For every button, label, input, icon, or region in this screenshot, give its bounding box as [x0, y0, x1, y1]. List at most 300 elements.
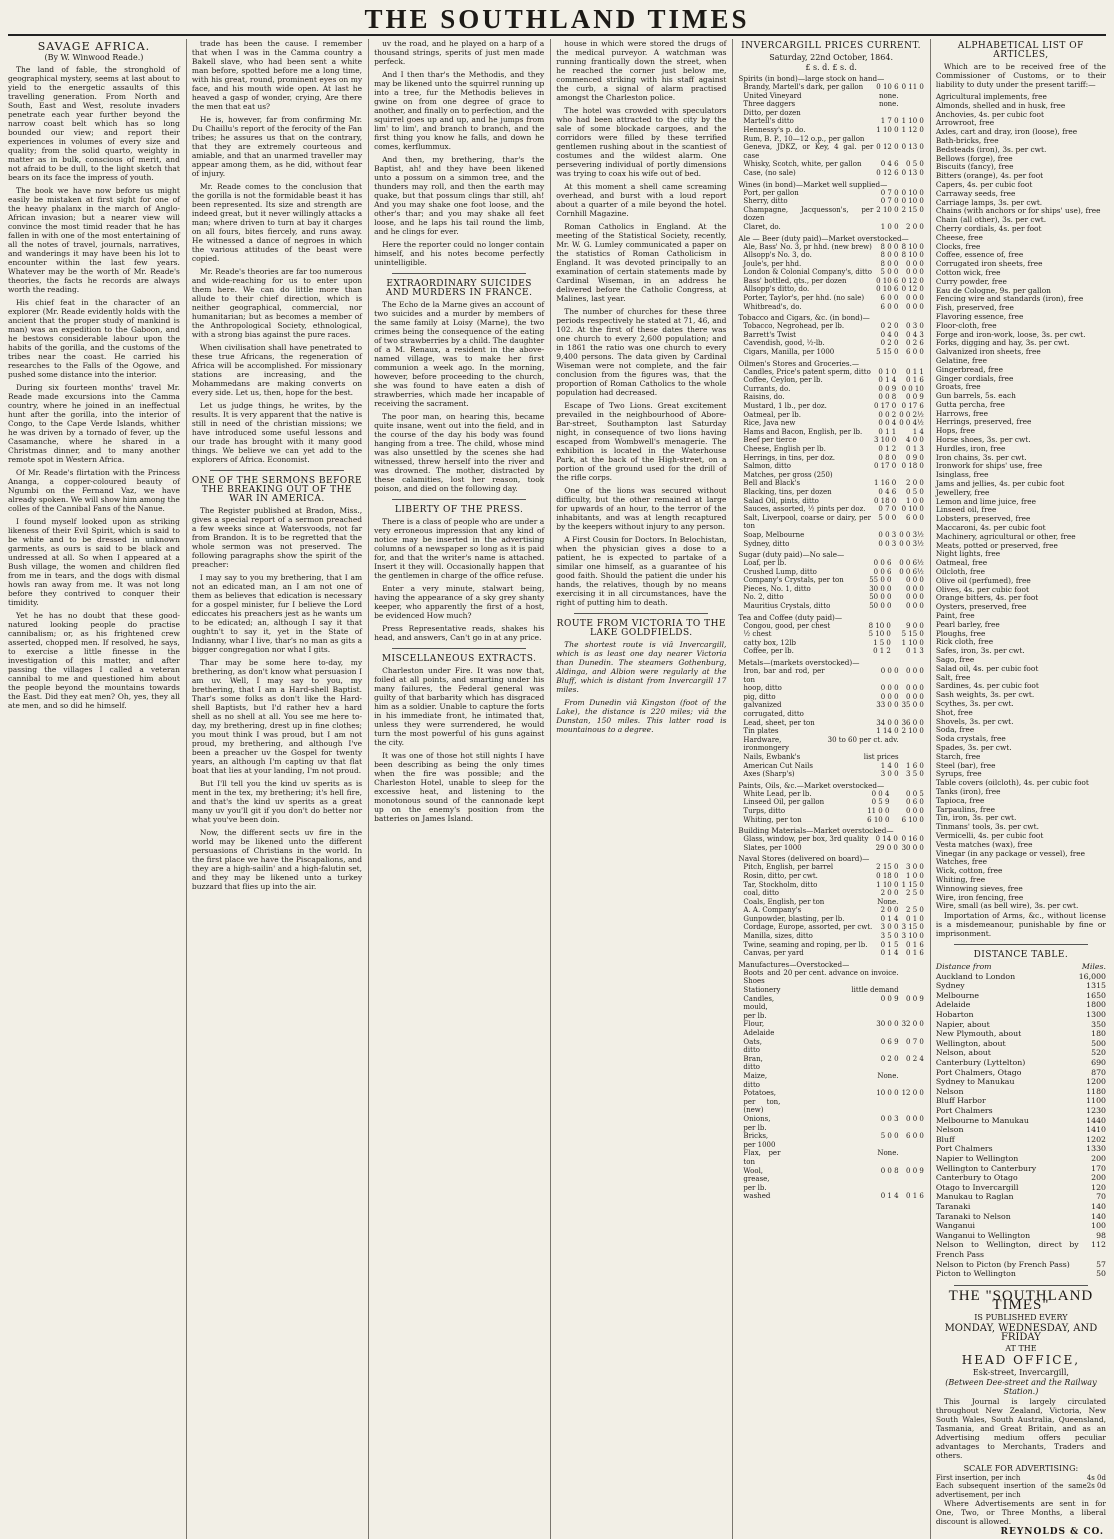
price-row [738, 719, 923, 728]
price-row [738, 294, 923, 303]
price-low: 0 1 0 [878, 367, 897, 376]
column-3 [368, 39, 544, 1539]
price-high: 6 0 0 [906, 348, 924, 357]
distance-title: DISTANCE TABLE. [973, 950, 1069, 961]
price-high [899, 92, 924, 101]
price-section-table [738, 622, 923, 656]
article-item: Lobsters, preserved, free [935, 514, 1031, 524]
price-item: Herrings, in tins, per doz. [743, 453, 836, 462]
price-low: 30 0 0 [869, 584, 892, 593]
price-item: American Cut Nails [743, 761, 813, 770]
scale-row [936, 1482, 1106, 1499]
price-section-heading: Naval Stores (delivered on board)— [738, 854, 870, 864]
price-low: 5 0 0 [878, 513, 897, 522]
price-item: Allsopp's No. 3, do. [743, 251, 812, 260]
price-section-heading: Oilmen's Stores and Groceries.— [738, 358, 860, 368]
price-item: London & Colonial Company's, ditto [743, 268, 872, 277]
price-row [738, 251, 923, 260]
price-low: 11 0 0 [867, 806, 890, 815]
paragraph: Roman Catholics in England. At the meeting of the Statistical Society, recently, Mr. W. G. Lumley communicated a paper on the statistics of Roman Catholicism in England. It was devoted principally to an examination of certain statements made by Cardinal Wiseman, in an address he delivered before the Catholic Congress, at Malines, last year. [556, 222, 727, 303]
price-item: Pieces, No. 1, ditto [743, 584, 811, 593]
paragraph: The poor man, on hearing this, became quite insane, went out into the field, and in the course of the day his body was found hanging from a tree. The child, whose mind was also unsettled by the scenes she had witnessed, threw herself into the river and was drowned. The mother, distracted by these calamities, lost her reason, took poison, and died on the following day. [374, 412, 545, 493]
paragraph: Of Mr. Reade's flirtation with the Princess Ananga, a copper-coloured beauty of Ngumbi on the Fernand Vaz, we have already spoken. We will show him among the colles of the Cannibal Fans of the Nanue. [8, 468, 180, 513]
price-low: 0 0 4 [878, 419, 897, 428]
price-high [899, 736, 924, 753]
price-low: 0 0 9 [880, 994, 899, 1003]
paragraph: The hotel was crowded with speculators who had been attracted to the city by the sale of some blockade cargoes, and the corridors were filled by these terrified gentlemen rushing about in the scantiest of costumes and the wildest alarm. One persevering individual of portly dimensions was trying to coax his wife out of bed. [556, 106, 727, 178]
price-item: Nails, Ewbank's [743, 752, 801, 761]
scale-label: Each subsequent insertion of the same advertisement, per inch [935, 1482, 1087, 1499]
price-high: 36 0 0 [901, 718, 924, 727]
price-low: None. [877, 897, 899, 906]
paragraph: One of the lions was secured without difficulty, but the other remained at large for upwards of an hour, to the terror of the inhabitants, and was at length recaptured by the keepers without injury to any person. [556, 486, 727, 531]
column-5 [732, 39, 923, 1539]
article-item: Soda, free [935, 725, 975, 735]
distance-row [936, 1058, 1106, 1068]
distance-route: Nelson to Wellington, direct by French Pass [935, 1240, 1079, 1259]
article-item: Vinegar (in any package or vessel), free [935, 848, 1086, 858]
article-item: Tinmans' tools, 3s. per cwt. [935, 822, 1039, 832]
paragraph: And then, my brethering, thar's the Baptist, ah! and they have been likened unto a possum on a simmon tree, and the thunders may roll, and then the earth may quake, but that possum clings thar still, ah! And you may shake one foot loose, and the other's thar; and you may shake all feet loose, and he laps his tail round the limb, and he clings for ever. [374, 155, 545, 236]
price-low: 0 2 0 [880, 322, 899, 331]
article-item: Olives, 4s. per cubic foot [935, 584, 1029, 594]
price-row [738, 932, 923, 941]
article-body [192, 39, 362, 464]
article-item: Isinglass, free [935, 470, 989, 480]
price-row [738, 376, 923, 385]
article-item: Curry powder, free [935, 276, 1007, 286]
price-row [738, 622, 923, 631]
price-item: Twine, seaming and roping, per lb. [743, 940, 868, 949]
price-item: Axes (Sharp's) [743, 770, 795, 779]
article-item: Sago, free [935, 655, 975, 664]
price-item: Coffee, Ceylon, per lb. [743, 376, 823, 385]
price-row [738, 844, 923, 853]
price-item: hoop, ditto [743, 684, 782, 693]
price-item: Crushed Lump, ditto [743, 567, 817, 576]
paragraph: He is, however, far from confirming Mr. Du Chaillu's report of the ferocity of the Fan tribes; he assures us that on the contrary, that they are extremely courteous and amiable, and that an unarmed traveller may appear among them, as he did, without fear of injury. [191, 115, 363, 178]
article-item: Machinery, agricultural or other, free [935, 531, 1076, 541]
distance-row [936, 1135, 1106, 1145]
prices-table [738, 74, 923, 1201]
divider [954, 1285, 1088, 1286]
price-item: catty box, 12lb [743, 638, 797, 647]
column-2 [186, 39, 362, 1539]
distance-route: New Plymouth, about [935, 1029, 1022, 1039]
price-row [738, 197, 923, 206]
distance-miles: 200 [1091, 1153, 1106, 1163]
byline: (By W. Winwood Reade.) [44, 53, 144, 62]
price-item: Potatoes, per ton, (new) [743, 1089, 781, 1115]
distance-miles: 1800 [1086, 1000, 1106, 1010]
article-item: Lemon and lime juice, free [935, 496, 1037, 506]
article-item: Cotton wick, free [935, 267, 1001, 277]
price-low: 1 14 0 [876, 727, 899, 736]
divider [210, 470, 344, 471]
article-item: Groats, free [935, 382, 981, 392]
distance-row [936, 1000, 1106, 1010]
article-item: Whiting, free [935, 874, 986, 884]
doctors-body [556, 535, 726, 607]
price-low: 30 0 0 [876, 1020, 899, 1029]
paragraph: A First Cousin for Doctors. In Belochistan, when the physician gives a dose to a patient, he is expected to partake of a similar one himself, as a guarantee of his good faith. Should the patient die under his hands, the relatives, though by no means exercising it in all circumstances, have the right of putting him to death. [556, 535, 727, 607]
price-item: Manilla, sizes, ditto [743, 932, 813, 941]
distance-miles: 1100 [1086, 1096, 1106, 1106]
price-high: 0 0 5 [906, 789, 924, 798]
distance-route: Sydney [935, 981, 965, 991]
column-4 [550, 39, 726, 1539]
price-item: Slates, per 1000 [743, 843, 802, 852]
article-item: Cherry cordials, 4s. per foot [935, 223, 1042, 233]
distance-row [936, 981, 1106, 991]
distance-route: Port Chalmers [935, 1144, 993, 1154]
price-item: Sherry, ditto [743, 197, 788, 206]
price-item: Wool, grease, per lb. [743, 1166, 770, 1192]
price-high: 2 15 0 [901, 205, 924, 214]
article-item: Shovels, 3s. per cwt. [935, 716, 1014, 726]
article-item: Gingerbread, free [935, 364, 1003, 374]
price-low: 0 0 6 [873, 567, 892, 576]
price-row [738, 419, 923, 428]
price-item: Cigars, Manilla, per 1000 [743, 348, 835, 357]
price-low: 0 6 9 [880, 1037, 899, 1046]
article-item: Starch, free [935, 751, 981, 761]
masthead: THE SOUTHLAND TIMES [8, 4, 1106, 36]
price-item: Maize, ditto [743, 1071, 768, 1089]
distance-miles: 70 [1096, 1192, 1106, 1202]
price-high: 0 12 0 [901, 276, 924, 285]
price-low: 0 2 0 [880, 339, 899, 348]
distance-row [936, 1192, 1106, 1202]
sermon-body [192, 506, 362, 891]
price-row [738, 949, 923, 958]
price-high: 0 0 10 [901, 384, 924, 393]
distance-row [936, 1154, 1106, 1164]
price-item: Mauritius Crystals, ditto [743, 602, 831, 611]
distance-row [936, 972, 1106, 982]
price-row [738, 881, 923, 890]
article-item: Jewellery, free [935, 487, 990, 497]
article-item: Floor-cloth, free [935, 320, 997, 330]
paragraph: house in which were stored the drugs of the medical purveyor. A watchman was running frantically down the street, when he reached the corner just below me, commenced striking with his staff against the curb, a signal of alarm practised amongst the Charleston police. [556, 39, 727, 102]
article-item: Salt, free [935, 672, 971, 682]
article-title: SAVAGE AFRICA. [37, 40, 151, 53]
price-high: 2 0 0 [906, 222, 924, 231]
distance-route: Auckland to London [935, 971, 1016, 981]
price-low: 6 0 0 [880, 294, 899, 303]
price-item: Cheese, English per lb. [743, 444, 826, 453]
price-row [738, 83, 923, 92]
price-low [873, 109, 898, 118]
price-row [738, 331, 923, 340]
article-item: Bitters (orange), 4s. per foot [935, 171, 1044, 181]
price-low: 5 0 0 [880, 268, 899, 277]
distance-header-row [936, 962, 1106, 972]
distance-route: Nelson, about [935, 1048, 991, 1058]
article-item: Pearl barley, free [935, 619, 1000, 629]
price-low: 0 7 0 [880, 197, 899, 206]
price-item: Blacking, tins, per dozen [743, 487, 832, 496]
price-item: Mustard, 1 lb., per doz. [743, 402, 827, 410]
distance-route: Melbourne to Manukau [935, 1115, 1029, 1125]
price-high: 12 0 0 [901, 1089, 924, 1098]
distance-miles: 1330 [1086, 1144, 1106, 1154]
price-section-table [738, 969, 923, 1201]
price-low: 3 10 0 [873, 436, 897, 445]
price-item: White Lead, per lb. [743, 789, 812, 798]
price-high: 3 15 0 [901, 923, 924, 932]
price-low: 0 7 0 [878, 505, 897, 514]
price-low: 1 16 0 [873, 479, 897, 488]
paragraph: Thar may be some here to-day, my brethering, as don't know what persuasion I am uv. Well, I may say to you, my brethering, that I am a Hard-shell Baptist. Thar's some folks as don't like the Hard-shell Baptists, but I'd rather hev a hard shell as no shell at all. You see me here to-day, my brethering, drest up in fine clothes; you mout think I was proud, but I am not proud, my brethering, and although I've been a preacher uv the Gospel for twenty years, an although I'm capting uv that flat boat that lies at your landing, I'm not proud. [191, 658, 363, 775]
price-section-table [738, 790, 923, 824]
distance-row [936, 1164, 1106, 1174]
article-body [556, 39, 726, 218]
price-item: Hams and Bacon, English, per lb. [743, 427, 863, 436]
price-high: 0 11 0 [901, 83, 924, 91]
price-item: Candles, mould, per lb. [743, 994, 775, 1020]
article-item: Eau de Cologne, 9s. per gallon [935, 285, 1051, 295]
price-item: Port, per gallon [743, 188, 799, 197]
price-high: 3 10 0 [901, 932, 924, 941]
price-high: 0 0 6½ [899, 559, 924, 568]
price-item: Ditto, per dozen [743, 108, 801, 117]
article-item: Forks, digging and hay, 3s. per cwt. [935, 338, 1070, 348]
price-row [738, 630, 923, 639]
price-high: 2 5 0 [906, 889, 924, 898]
price-low: 33 0 0 [876, 701, 899, 710]
price-section-table [738, 863, 923, 958]
article-item: Hurdles, iron, free [935, 443, 1006, 453]
distance-row [936, 1269, 1106, 1279]
price-low: 6 10 0 [867, 815, 890, 824]
price-item: Lead, sheet, per ton [743, 718, 815, 727]
office-address: Esk-street, Invercargill, [972, 1367, 1069, 1377]
article-item: Tarpaulins, free [935, 804, 996, 814]
article-item: Harrows, free [935, 408, 989, 418]
price-row [738, 402, 923, 411]
price-section-heading: Ale — Beer (duty paid)—Market overstocked— [738, 233, 909, 243]
price-item: Bass' bottled, qts., per dozen [743, 276, 847, 285]
price-row [738, 898, 923, 907]
distance-row [936, 1240, 1106, 1259]
price-row [738, 1020, 923, 1037]
price-low: 0 8 0 [878, 453, 897, 462]
at-the: AT THE [1005, 1343, 1037, 1353]
article-item: Oilcloth, free [935, 567, 986, 577]
distance-miles: 1410 [1086, 1125, 1106, 1135]
price-high [899, 753, 924, 762]
price-high: 0 0 0 [906, 576, 924, 585]
price-row [738, 223, 923, 232]
price-high: 1 0 0 [906, 496, 924, 505]
price-item: Brandy, Martell's dark, per gallon [743, 83, 864, 91]
price-low: 0 18 0 [876, 871, 899, 880]
distance-header-from: Distance from [935, 962, 992, 972]
price-low: 0 2 0 [880, 1054, 899, 1063]
price-row [738, 872, 923, 881]
price-high: 1 10 0 [901, 117, 924, 126]
price-row [738, 790, 923, 799]
distance-route: Wanganui [935, 1221, 976, 1231]
route-body [556, 640, 726, 734]
article-item: Wick, cotton, free [935, 866, 1003, 876]
paragraph: And I then thar's the Methodis, and they may be likened unto the squirrel running up into a tree, fur the Methodis believes in gwine on from one degree of grace to another, and finally on to perfection, and the squirrel goes up and up, and he jumps from lim' to lim', and branch to branch, and the first thing you know he falls, and down he comes, kerflummux. [374, 70, 545, 151]
price-high: 0 1 0 [906, 914, 924, 923]
price-row [738, 531, 923, 540]
price-high: 0 0 0 [906, 806, 924, 815]
price-section-heading: Manufactures—Overstocked— [738, 959, 850, 969]
price-row [738, 540, 923, 549]
price-item: Geneva, JDKZ, or Key, 4 gal. per case [743, 143, 874, 160]
article-item: Orange bitters, 4s. per foot [935, 593, 1039, 603]
distance-miles: 1300 [1086, 1010, 1106, 1020]
price-row [738, 798, 923, 807]
price-row [738, 505, 923, 514]
misc-title: MISCELLANEOUS EXTRACTS. [381, 654, 537, 664]
price-low: 1 7 0 [880, 117, 899, 126]
price-item: Sauces, assorted, ½ pints per doz. [743, 505, 866, 514]
article-item: Herrings, preserved, free [935, 417, 1032, 427]
price-high: 0 10 0 [901, 188, 924, 197]
divider [954, 944, 1088, 945]
price-row [738, 169, 923, 178]
price-row [738, 243, 923, 252]
price-high: 0 0 0 [906, 268, 924, 277]
price-row [738, 471, 923, 480]
distance-miles: 50 [1096, 1269, 1106, 1279]
distance-miles: 140 [1091, 1201, 1106, 1211]
price-row [738, 497, 923, 506]
price-low: 0 10 6 [876, 285, 899, 294]
price-row [738, 368, 923, 377]
article-item: Tin, iron, 3s. per cwt. [935, 813, 1017, 823]
price-high: 0 18 0 [901, 462, 924, 471]
article-item: Night lights, free [935, 549, 1001, 559]
article-item: Fish, preserved, free [935, 303, 1014, 313]
article-item: Steel (bar), free [935, 760, 996, 770]
price-section-table [738, 559, 923, 611]
price-item: Sydney, ditto [743, 539, 790, 548]
distance-miles: 1650 [1086, 990, 1106, 1000]
price-item: Cordage, Europe, assorted, per cwt. [743, 923, 873, 932]
price-high: 0 0 0 [906, 667, 924, 676]
price-high: 0 0 3½ [899, 539, 924, 548]
distance-row [936, 1173, 1106, 1183]
distance-row [936, 1183, 1106, 1193]
scale-note: Where Advertisements are sent in for One, Two, or Three Months, a liberal discount is allowed. [935, 1499, 1106, 1527]
paragraph: But I'll tell you the kind uv sperits as is ment in the tex, my brethering; it's hell fire, and that's the kind uv sperits as a great many uv you'll git if you don't do better nor what you've been doin. [191, 779, 363, 824]
paragraph: His chief feat in the character of an explorer (Mr. Reade evidently holds with the ancient that the proper study of mankind is man) was an expedition to the Gaboon, and he bestows considerable labour upon the habits of the gorilla, and the customs of the tribes near the coast. He carried his researches to the Falls of the Ogowe, and pushed some distance into the interior. [8, 298, 180, 379]
article-item: Carriage lamps, 3s. per cwt. [935, 197, 1043, 207]
distance-route: Melbourne [935, 990, 979, 1000]
distance-row [936, 1212, 1106, 1222]
price-high: 1 12 0 [901, 125, 924, 134]
price-item: Glass, window, per box, 3rd quality [743, 835, 869, 844]
price-low: 0 0 3 [880, 1114, 899, 1123]
price-low: 3 5 0 [880, 932, 899, 941]
price-high: 9 0 0 [906, 621, 924, 630]
article-item: Chains (with anchors or for ships' use), free [935, 206, 1101, 216]
price-row [738, 339, 923, 348]
paragraph: From Dunedin viâ Kingston (foot of the Lake), the distance is 220 miles; viâ the Dunstan, 150 miles. This latter road is mountainous to a degree. [556, 698, 727, 734]
misc-body [374, 666, 544, 823]
price-row [738, 1055, 923, 1072]
price-high: 0 9 0 [906, 453, 924, 462]
price-high: 0 0 9 [906, 994, 924, 1003]
price-row [738, 969, 923, 986]
price-section-heading: Building Materials—Market overstocked— [738, 826, 894, 836]
price-high: 0 0 0 [906, 294, 924, 303]
price-section-table [738, 667, 923, 779]
price-item: Beef per tierce [743, 436, 797, 445]
price-low: 0 0 8 [878, 393, 897, 402]
price-item: Claret, do. [743, 222, 781, 231]
price-high: 0 12 0 [901, 285, 924, 294]
distance-row [936, 1125, 1106, 1135]
price-row [738, 277, 923, 286]
price-high: 0 0 3½ [899, 530, 924, 539]
price-row [738, 462, 923, 471]
office-address-detail: (Between Dee-street and the Railway Station.) [945, 1377, 1097, 1396]
liberty-body [374, 517, 544, 642]
price-low: 5 0 0 [880, 1132, 899, 1141]
price-row [738, 986, 923, 995]
distance-row [936, 1144, 1106, 1154]
price-low: 0 0 0 [880, 684, 899, 693]
price-low: 0 1 4 [880, 1192, 899, 1201]
price-low: 1 4 0 [880, 761, 899, 770]
price-item: Three daggers [743, 100, 796, 109]
distance-miles: 520 [1091, 1048, 1106, 1058]
distance-route: Picton to Wellington [935, 1269, 1016, 1279]
article-item: Oatmeal, free [935, 558, 988, 568]
scale-title: SCALE FOR ADVERTISING: [963, 1463, 1079, 1473]
paragraph: trade has been the cause. I remember that when I was in the Camma country a Bakell slave, who had been sent a white man before, spotted before me a long time, with his great, round, prominent eyes on my face, and his mouth wide open. At last he heaved a gasp of wonder, crying, Are there the men that eat us? [191, 39, 363, 111]
price-low: 0 14 0 [875, 835, 898, 844]
price-low: 0 10 6 [876, 83, 899, 91]
price-row [738, 436, 923, 445]
distance-row [936, 1096, 1106, 1106]
price-high: 0 5 0 [906, 160, 924, 169]
price-low: 1 10 0 [876, 125, 899, 134]
price-low: 2 0 0 [880, 889, 899, 898]
paragraph: The Echo de la Marne gives an account of two suicides and a murder by members of the same family at Loisy (Marne), the two crimes being the consequence of the eating of two strawberries by a child. The daughter of a M. Renaux, a resident in the above-named village, was to make her first communion a week ago. In the morning, however, before proceeding to the church, she was found to have eaten a dish of strawberries, which made her incapable of receiving the sacrament. [374, 300, 545, 408]
price-high: 0 10 0 [901, 505, 924, 514]
price-item: Barrett's Twist [743, 330, 796, 339]
price-row [738, 1072, 923, 1089]
price-row [738, 736, 923, 753]
price-section-heading: Tea and Coffee (duty paid)— [738, 612, 843, 622]
distance-row [936, 1260, 1106, 1270]
prices-date: Saturday, 22nd October, 1864. [769, 53, 893, 62]
article-item: Scythes, 3s. per cwt. [935, 698, 1014, 708]
price-low: 0 4 6 [880, 160, 899, 169]
article-item: Gutta percha, free [935, 399, 1005, 409]
price-high: 0 2 4 [906, 1054, 924, 1063]
price-row [738, 1038, 923, 1055]
article-item: Linseed oil, free [935, 505, 997, 515]
column-6 [930, 39, 1106, 1539]
price-high: 0 10 0 [901, 197, 924, 206]
distance-miles: 200 [1091, 1173, 1106, 1183]
price-item: Stationery [743, 986, 781, 995]
price-low: 0 0 9 [878, 384, 897, 393]
price-item: Porter, Taylor's, per hhd. (no sale) [743, 294, 865, 303]
price-item: Salt, Liverpool, coarse or dairy, per ton [743, 513, 871, 531]
price-row [738, 585, 923, 594]
price-item: coal, ditto [743, 889, 779, 898]
